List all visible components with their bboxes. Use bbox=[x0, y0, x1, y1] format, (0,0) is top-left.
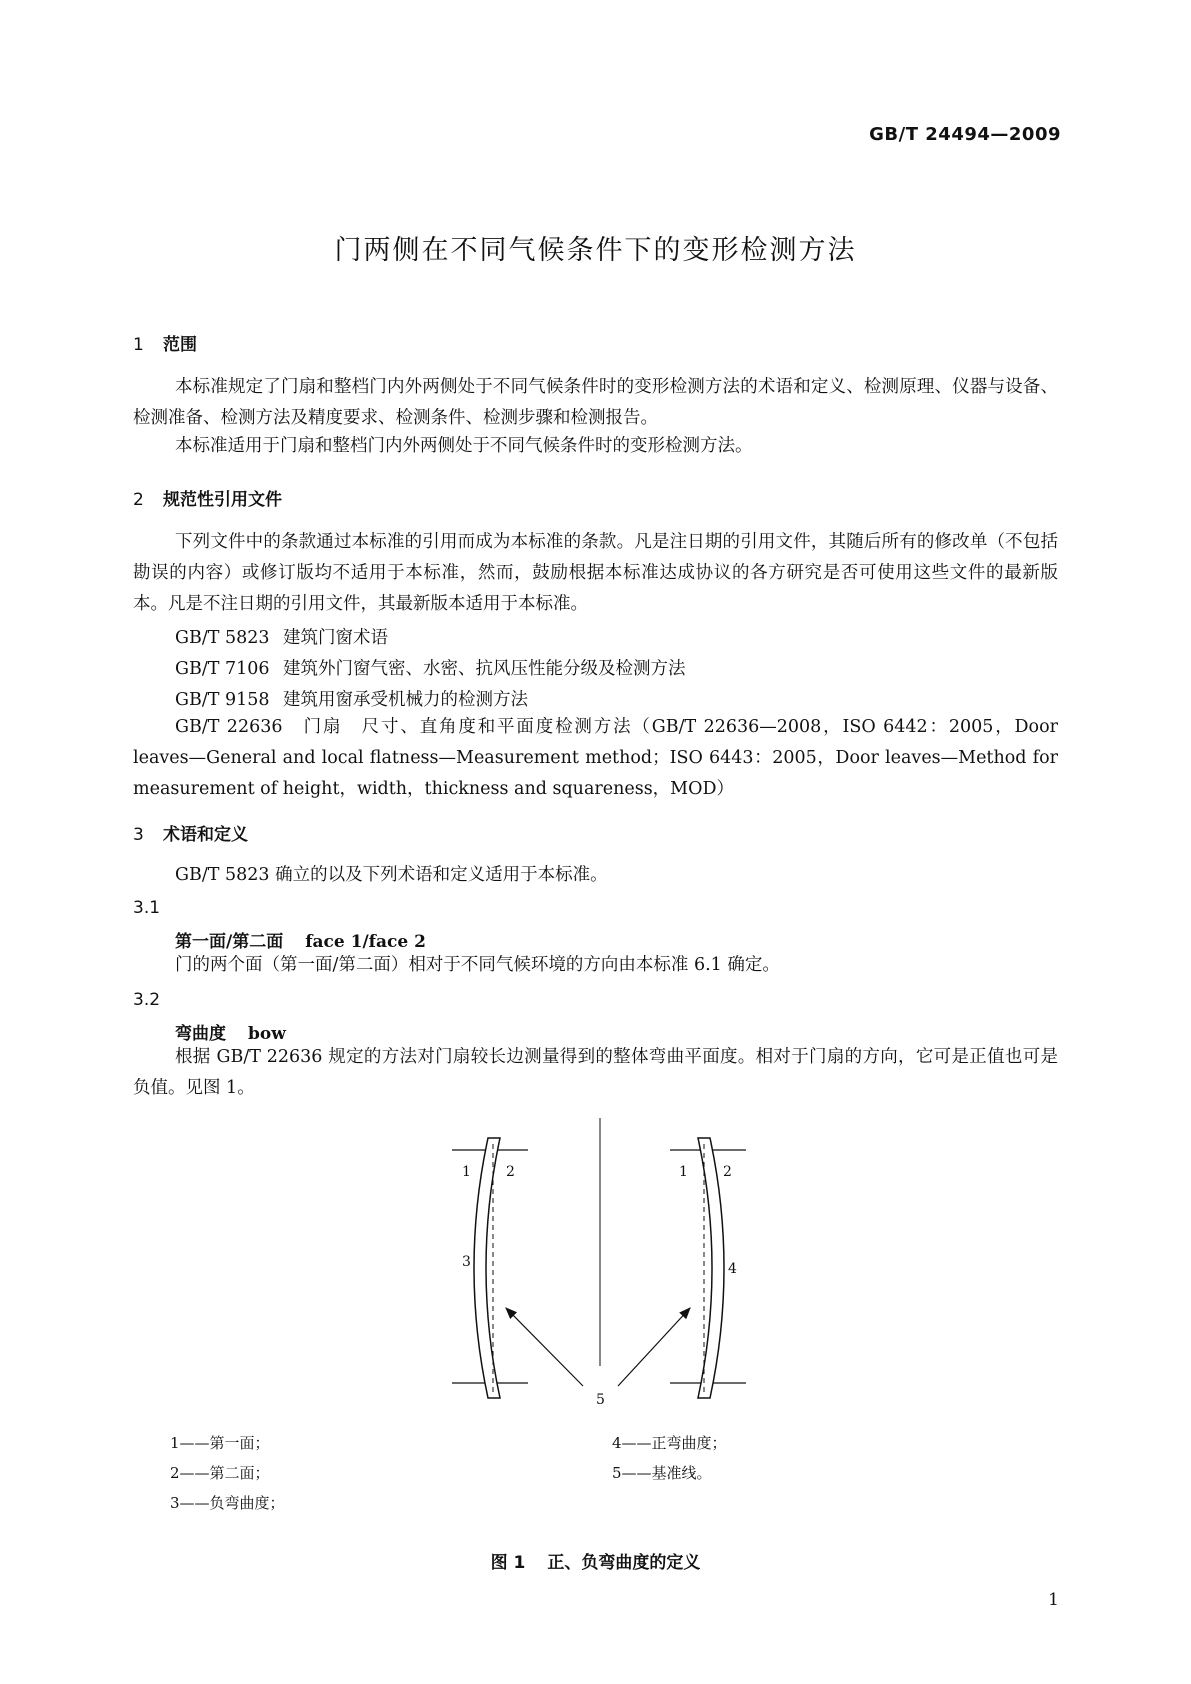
reference-item bbox=[175, 624, 388, 649]
door-leaf-positive-bow bbox=[698, 1138, 724, 1398]
figure-label-face-1-right: 1 bbox=[679, 1164, 688, 1180]
reference-code: GB/T 7106 bbox=[175, 659, 270, 679]
legend-item-2: 2——第二面； bbox=[170, 1464, 270, 1482]
figure-number: 图 1 bbox=[490, 1553, 526, 1573]
term-heading bbox=[175, 1019, 286, 1044]
legend-item-1: 1——第一面； bbox=[170, 1434, 270, 1452]
page-number: 1 bbox=[1048, 1590, 1059, 1610]
figure-label-face-2-left: 2 bbox=[506, 1164, 515, 1180]
bow-definition-figure bbox=[400, 1108, 800, 1418]
reference-item bbox=[175, 686, 528, 711]
reference-item-gbt22636 bbox=[133, 712, 1058, 805]
section-number: 3 bbox=[133, 825, 144, 845]
reference-title: 建筑门窗术语 bbox=[283, 628, 388, 648]
arrow-to-reference-left bbox=[506, 1308, 583, 1386]
section-title: 术语和定义 bbox=[163, 825, 248, 845]
document-title: 门两侧在不同气候条件下的变形检测方法 bbox=[334, 235, 857, 266]
section-3-paragraph-1: GB/T 5823 确立的以及下列术语和定义适用于本标准。 bbox=[175, 865, 608, 885]
reference-title: 建筑用窗承受机械力的检测方法 bbox=[283, 690, 528, 710]
figure-label-face-2-right: 2 bbox=[723, 1164, 732, 1180]
standard-code: GB/T 24494—2009 bbox=[869, 124, 1061, 145]
clause-number: 3.2 bbox=[133, 990, 161, 1010]
reference-code: GB/T 5823 bbox=[175, 628, 270, 648]
figure-label-positive-bow: 4 bbox=[728, 1261, 737, 1277]
term-english: bow bbox=[248, 1024, 286, 1044]
term-definition: 根据 GB/T 22636 规定的方法对门扇较长边测量得到的整体弯曲平面度。相对于门扇的方向，它可是正值也可是负值。见图 1。 bbox=[133, 1047, 1058, 1098]
term-heading bbox=[175, 927, 426, 952]
term-english: face 1/face 2 bbox=[305, 932, 426, 952]
figure-label-negative-bow: 3 bbox=[462, 1254, 471, 1270]
section-1-heading bbox=[133, 330, 197, 355]
section-title: 规范性引用文件 bbox=[163, 490, 282, 510]
reference-code: GB/T 9158 bbox=[175, 690, 270, 710]
clause-number: 3.1 bbox=[133, 898, 161, 918]
section-2-paragraph-1: 下列文件中的条款通过本标准的引用而成为本标准的条款。凡是注日期的引用文件，其随后所有的修改单（不包括勘误的内容）或修订版均不适用于本标准，然而，鼓励根据本标准达成协议的各方研究是否可使用这些文件的最新版本。凡是不注日期的引用文件，其最新版本适用于本标准。 bbox=[133, 532, 1058, 614]
term-chinese: 第一面/第二面 bbox=[175, 932, 284, 952]
term-definition: 门的两个面（第一面/第二面）相对于不同气候环境的方向由本标准 6.1 确定。 bbox=[175, 955, 780, 975]
reference-code: GB/T 22636 bbox=[175, 717, 283, 737]
arrow-to-reference-right bbox=[618, 1308, 690, 1386]
section-title: 范围 bbox=[163, 335, 197, 355]
section-1-paragraph-2: 本标准适用于门扇和整档门内外两侧处于不同气候条件时的变形检测方法。 bbox=[175, 436, 753, 456]
term-chinese: 弯曲度 bbox=[175, 1024, 226, 1044]
legend-item-4: 4——正弯曲度； bbox=[612, 1434, 727, 1452]
figure-label-face-1-left: 1 bbox=[462, 1164, 471, 1180]
legend-item-3: 3——负弯曲度； bbox=[170, 1494, 285, 1512]
reference-item bbox=[175, 655, 686, 680]
reference-title: 建筑外门窗气密、水密、抗风压性能分级及检测方法 bbox=[283, 659, 686, 679]
section-1-paragraph-1: 本标准规定了门扇和整档门内外两侧处于不同气候条件时的变形检测方法的术语和定义、检测原理、仪器与设备、检测准备、检测方法及精度要求、检测条件、检测步骤和检测报告。 bbox=[133, 377, 1058, 428]
section-number: 1 bbox=[133, 335, 144, 355]
door-leaf-negative-bow bbox=[474, 1138, 500, 1398]
section-number: 2 bbox=[133, 490, 144, 510]
figure-caption bbox=[0, 1548, 1191, 1573]
section-3-heading bbox=[133, 820, 248, 845]
legend-item-5: 5——基准线。 bbox=[612, 1464, 712, 1482]
section-2-heading bbox=[133, 485, 282, 510]
figure-title: 正、负弯曲度的定义 bbox=[547, 1553, 701, 1573]
reference-title: 门扇 尺寸、直角度和平面度检测方法（GB/T 22636—2008，ISO 6442：2005，Door leaves—General and local flatness—Measurement method；ISO 6443：2005，Door leaves—Method for measurement of height，width，thickness and squareness，MOD） bbox=[133, 717, 1058, 799]
figure-label-reference-line: 5 bbox=[596, 1392, 605, 1408]
